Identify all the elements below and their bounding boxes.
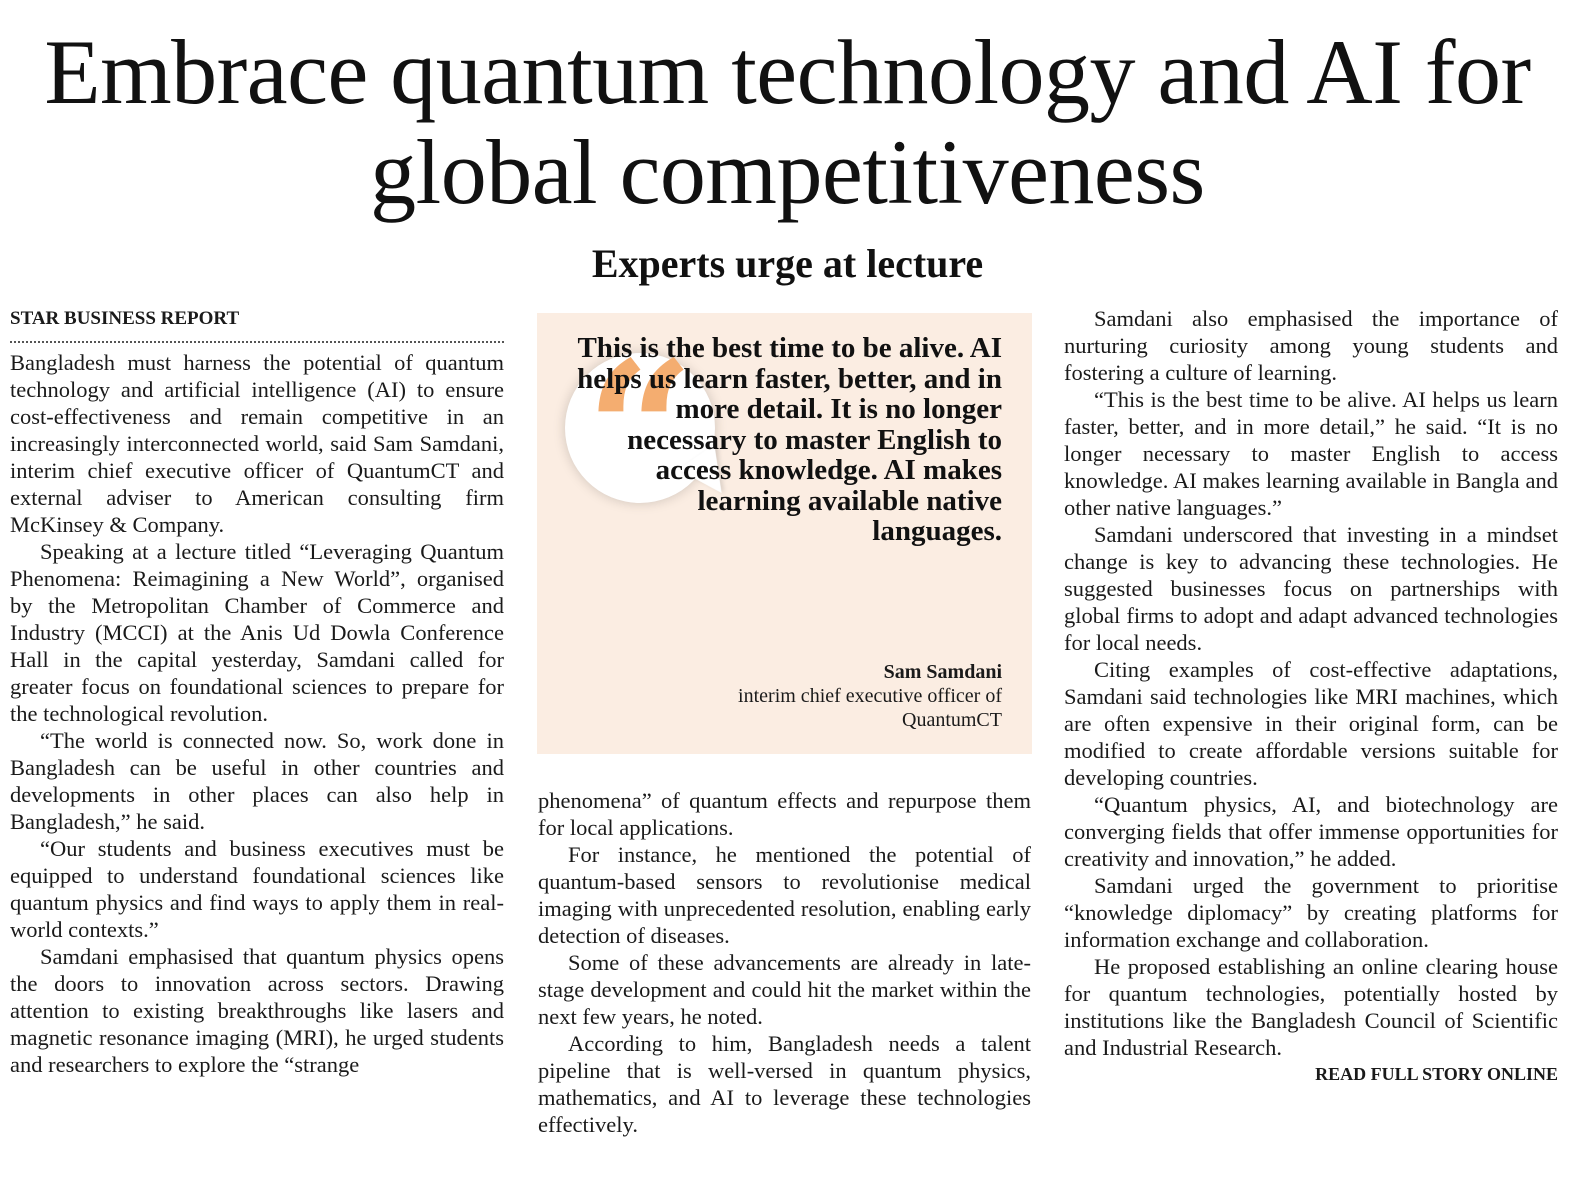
article-column-1 [10, 305, 504, 1078]
pull-quote-speaker-title: interim chief executive officer of QuantumCT [738, 685, 1002, 731]
paragraph: Some of these advancements are already in late-stage development and could hit the market within the next few years, he noted. [538, 950, 1031, 1029]
headline: Embrace quantum technology and AI for global competitiveness [44, 21, 1531, 223]
paragraph-text: He proposed establishing an online clearing house for quantum technologies, potentially hosted by institutions like the Bangladesh Council of Scientific and Industrial Research. [1064, 954, 1558, 1060]
byline: STAR BUSINESS REPORT [10, 305, 504, 343]
paragraph: Bangladesh must harness the potential of quantum technology and artificial intelligence (AI) to ensure cost-effectiveness and remain competitive in an increasingly interconnected world, said Sam Samdani, interim chief executive officer of QuantumCT and external adviser to American consulting firm McKinsey & Company. [10, 350, 504, 537]
article-column-2 [538, 787, 1031, 1138]
read-full-story-link[interactable]: READ FULL STORY ONLINE [1315, 1064, 1558, 1084]
paragraph: Samdani underscored that investing in a mindset change is key to advancing these technologies. He suggested businesses focus on partnerships with global firms to adopt and adapt advanced technologies for local needs. [1064, 522, 1558, 655]
paragraph: “The world is connected now. So, work done in Bangladesh can be useful in other countries and developments in other places can also help in Bangladesh,” he said. [10, 728, 504, 834]
pull-quote-text: This is the best time to be alive. AI helps us learn faster, better, and in more detail. It is no longer necessary to master English to access knowledge. AI makes learning available native languages. [577, 332, 1002, 547]
pull-quote-speaker: Sam Samdani [883, 661, 1002, 683]
paragraph: phenomena” of quantum effects and repurpose them for local applications. [538, 788, 1031, 840]
article-column-3 [1064, 305, 1558, 1088]
paragraph: “Quantum physics, AI, and biotechnology are converging fields that offer immense opportunities for creativity and innovation,” he added. [1064, 792, 1558, 871]
subheadline: Experts urge at lecture [591, 241, 984, 286]
paragraph: For instance, he mentioned the potential of quantum-based sensors to revolutionise medical imaging with unprecedented resolution, enabling early detection of diseases. [538, 842, 1031, 948]
paragraph: “This is the best time to be alive. AI helps us learn faster, better, and in more detail,” he said. “It is no longer necessary to master English to access knowledge. AI makes learning available in Bangla and other native languages.” [1064, 387, 1558, 520]
pull-quote-box [537, 313, 1032, 754]
paragraph: “Our students and business executives must be equipped to understand foundational sciences like quantum physics and find ways to apply them in real-world contexts.” [10, 836, 504, 942]
paragraph: Samdani emphasised that quantum physics opens the doors to innovation across sectors. Drawing attention to existing breakthroughs like lasers and magnetic resonance imaging (MRI), he urged students and researchers to explore the “strange [10, 944, 504, 1077]
paragraph: According to him, Bangladesh needs a talent pipeline that is well-versed in quantum physics, mathematics, and AI to leverage these technologies effectively. [538, 1031, 1031, 1137]
paragraph [1064, 953, 1558, 1084]
paragraph: Samdani also emphasised the importance of nurturing curiosity among young students and fostering a culture of learning. [1064, 306, 1558, 385]
paragraph: Citing examples of cost-effective adaptations, Samdani said technologies like MRI machines, which are often expensive in their original form, can be modified to create affordable versions suitable for developing countries. [1064, 657, 1558, 790]
paragraph: Samdani urged the government to prioritise “knowledge diplomacy” by creating platforms for information exchange and collaboration. [1064, 873, 1558, 952]
paragraph: Speaking at a lecture titled “Leveraging Quantum Phenomena: Reimagining a New World”, organised by the Metropolitan Chamber of Commerce and Industry (MCCI) at the Anis Ud Dowla Conference Hall in the capital yesterday, Samdani called for greater focus on foundational sciences to prepare for the technological revolution. [10, 539, 504, 726]
quote-mark-icon: “ [585, 320, 695, 543]
